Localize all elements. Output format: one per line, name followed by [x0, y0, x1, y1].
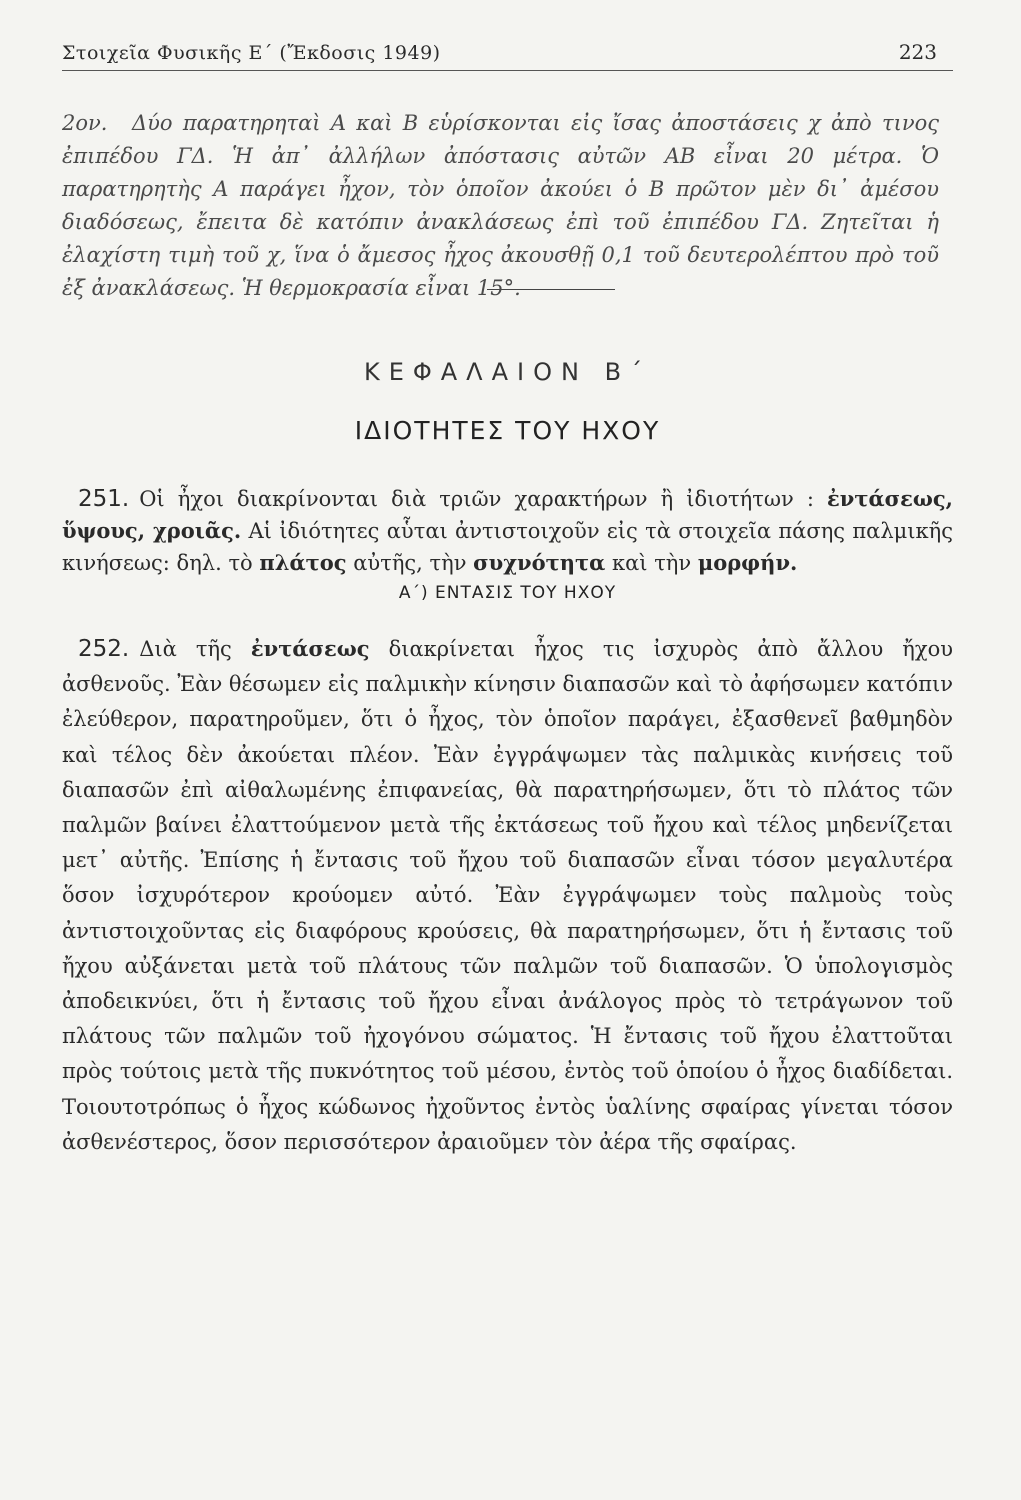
- exercise-number: 2ον.: [62, 111, 108, 135]
- p252-text-1: Διὰ τῆς: [139, 637, 251, 661]
- running-header: [62, 40, 953, 71]
- exercise-paragraph: [62, 107, 939, 305]
- p251-bold-form: μορφήν.: [697, 550, 798, 575]
- p251-text-1: Οἱ ἦχοι διακρίνονται διὰ τριῶν χαρακτήρων ἢ ἰδιοτήτων :: [139, 487, 814, 511]
- p252-text-2: διακρίνεται ἦχος τις ἰσχυρὸς ἀπὸ ἄλλου ἤχου ἀσθενοῦς. Ἐὰν θέσωμεν εἰς παλμικὴν κίνησιν διαπασῶν καὶ τὸ ἀφήσωμεν κατόπιν ἐλεύθερον, παρατηροῦμεν, ὅτι ὁ ἦχος, τὸν ὁποῖον παράγει, ἐξασθενεῖ βαθμηδὸν καὶ τέλος δὲν ἀκούεται πλέον. Ἐὰν ἐγγράψωμεν τὰς παλμικὰς κινήσεις τοῦ διαπασῶν ἐπὶ αἰθαλωμένης ἐπιφανείας, θὰ παρατηρήσωμεν, ὅτι τὸ πλάτος τῶν παλμῶν βαίνει ἐλαττούμενον μετὰ τῆς ἐκτάσεως τοῦ ἤχου καὶ τέλος μηδενίζεται μετ᾽ αὐτῆς. Ἐπίσης ἡ ἔντασις τοῦ ἤχου τοῦ διαπασῶν εἶναι τόσον μεγαλυτέρα ὅσον ἰσχυρότερον κρούομεν αὐτό. Ἐὰν ἐγγράψωμεν τοὺς παλμοὺς τοὺς ἀντιστοιχοῦντας εἰς διαφόρους κρούσεις, θὰ παρατηρήσωμεν, ὅτι ἡ ἔντασις τοῦ ἤχου αὐξάνεται μετὰ τοῦ πλάτους τῶν παλμῶν τοῦ διαπασῶν. Ὁ ὑπολογισμὸς ἀποδεικνύει, ὅτι ἡ ἔντασις τοῦ ἤχου εἶναι ἀνάλογος πρὸς τὸ τετράγωνον τοῦ πλάτους τῶν παλμῶν τοῦ ἠχογόνου σώματος. Ἡ ἔντασις τοῦ ἤχου ἐλαττοῦται πρὸς τούτοις μετὰ τῆς πυκνότητος τοῦ μέσου, ἐντὸς τοῦ ὁποίου ὁ ἦχος διαδίδεται. Τοιουτοτρόπως ὁ ἦχος κώδωνος ἠχοῦντος ἐντὸς ὑαλίνης σφαίρας γίνεται τόσον ἀσθενέστερος, ὅσον περισσότερον ἀραιοῦμεν τὸν ἀέρα τῆς σφαίρας.: [62, 637, 953, 1154]
- p251-bold-amplitude: πλάτος: [259, 550, 347, 575]
- chapter-title: ΙΔΙΟΤΗΤΕΣ ΤΟΥ ΗΧΟΥ: [354, 416, 661, 445]
- p251-bold-frequency: συχνότητα: [473, 550, 606, 575]
- section-heading-intensity: Α΄) ΕΝΤΑΣΙΣ ΤΟΥ ΗΧΟΥ: [398, 583, 617, 603]
- p251-text-4: καὶ τὴν: [605, 551, 698, 575]
- paragraph-251: [62, 483, 953, 579]
- paragraph-number-251: 251.: [78, 486, 130, 512]
- paragraph-number-252: 252.: [78, 636, 130, 662]
- p251-text-3: αὐτῆς, τὴν: [346, 551, 474, 575]
- p251-bold-properties: ἐντάσεως, ὕψους, χροιᾶς.: [62, 486, 953, 543]
- exercise-text: Δύο παρατηρηταὶ Α καὶ Β εὑρίσκονται εἰς ἴσας ἀποστάσεις χ ἀπὸ τινος ἐπιπέδου ΓΔ. Ἡ ἀπ᾽ ἀλλήλων ἀπόστασις αὐτῶν ΑΒ εἶναι 20 μέτρα. Ὁ παρατηρητὴς Α παράγει ἦχον, τὸν ὁποῖον ἀκούει ὁ Β πρῶτον μὲν δι᾽ ἀμέσου διαδόσεως, ἔπειτα δὲ κατόπιν ἀνακλάσεως ἐπὶ τοῦ ἐπιπέδου ΓΔ. Ζητεῖται ἡ ἐλαχίστη τιμὴ τοῦ χ, ἵνα ὁ ἄμεσος ἦχος ἀκουσθῇ 0,1 τοῦ δευτερολέπτου πρὸ τοῦ ἐξ ἀνακλάσεως. Ἡ θερμοκρασία εἶναι 15°.: [62, 111, 939, 300]
- page-number: 223: [898, 40, 937, 64]
- running-title: Στοιχεῖα Φυσικῆς Ε΄ (Ἔκδοσις 1949): [62, 42, 441, 64]
- chapter-label: ΚΕΦΑΛΑΙΟΝ Β΄: [363, 358, 652, 386]
- p252-bold-intensity: ἐντάσεως: [250, 636, 370, 661]
- paragraph-252: [62, 631, 953, 1160]
- p251-text-2: Αἱ ἰδιότητες αὗται ἀντιστοιχοῦν εἰς τὰ στοιχεῖα πάσης παλμικῆς κινήσεως: δηλ. τὸ: [62, 519, 954, 575]
